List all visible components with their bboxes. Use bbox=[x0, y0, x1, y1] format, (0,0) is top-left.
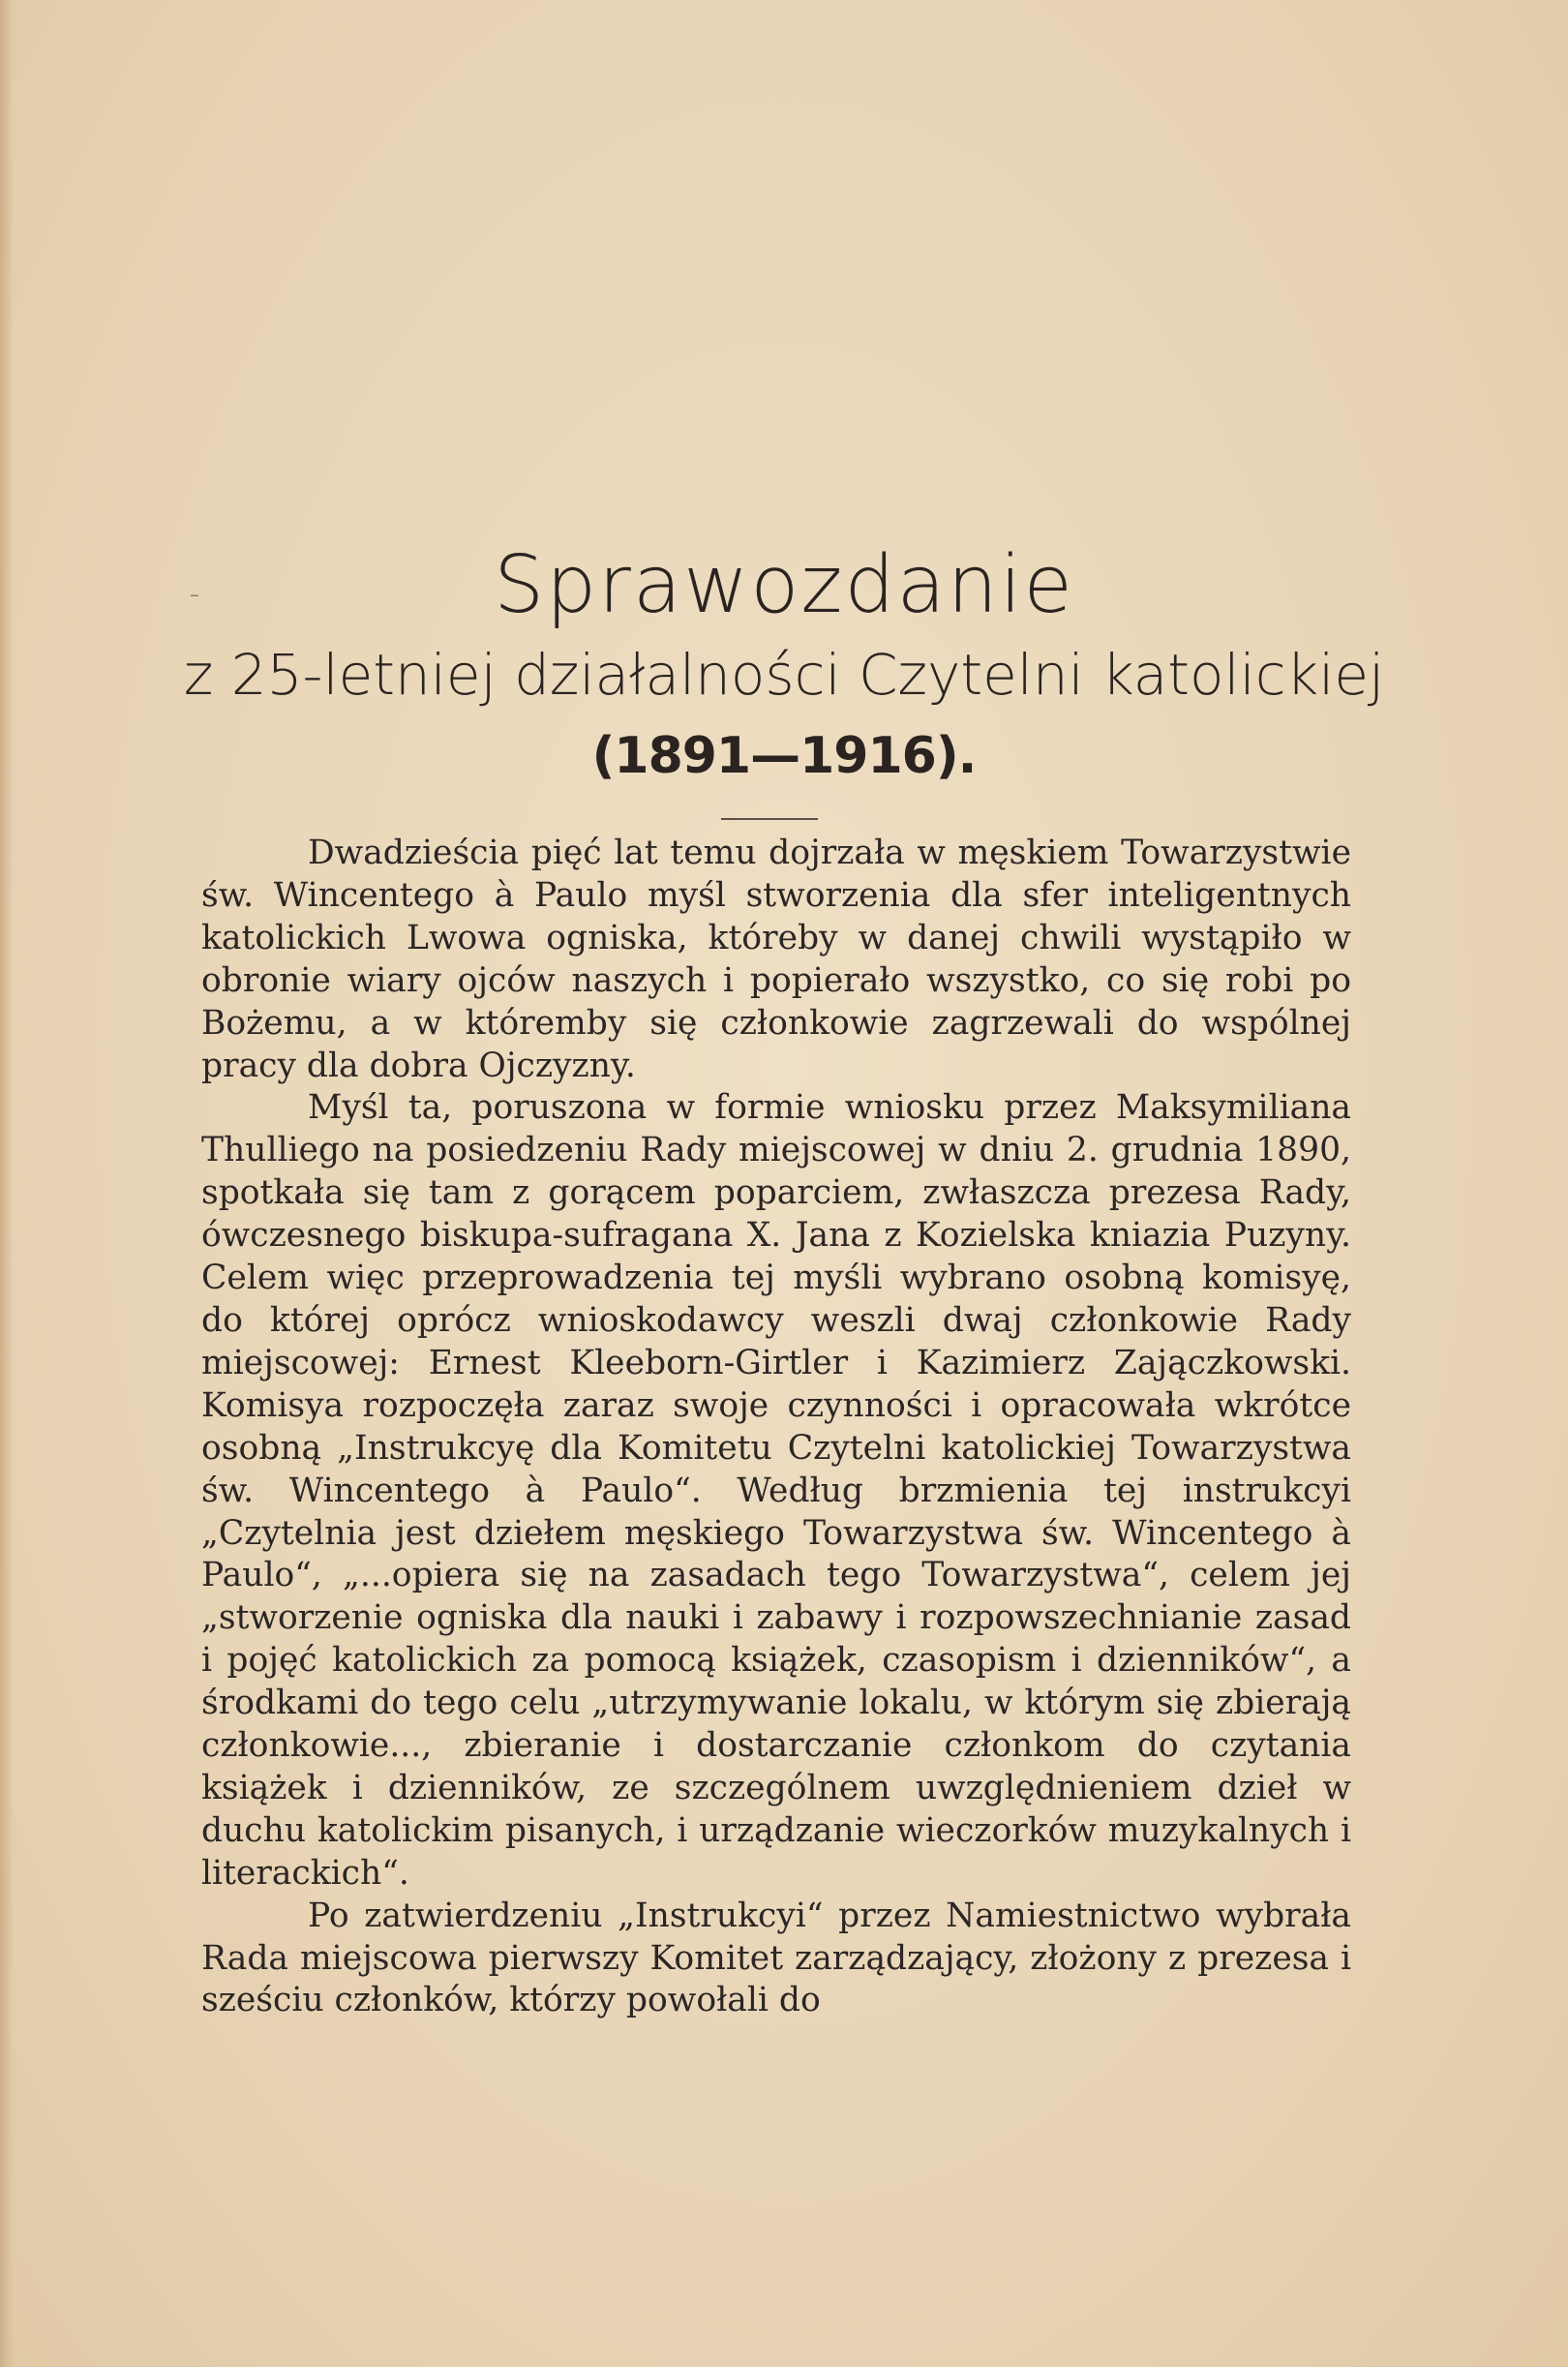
paragraph-3: Po zatwierdzeniu „Instrukcyi“ przez Namiestnictwo wybrała Rada miejscowa pierwszy Komitet zarządzający, złożony z prezesa i sześciu członków, którzy powołali do bbox=[201, 1896, 1351, 2020]
document-title: Sprawozdanie bbox=[494, 539, 1074, 631]
paragraph-2: Myśl ta, poruszona w formie wniosku przez Maksymiliana Thulliego na posiedzeniu Rady miejscowej w dniu 2. grudnia 1890, spotkała się tam z gorącem poparciem, zwłaszcza prezesa Rady, ówczesnego biskupa-sufragana X. Jana z Kozielska kniazia Puzyny. Celem więc przeprowadzenia tej myśli wybrano osobną komisyę, do której oprócz wnioskodawcy weszli dwaj członkowie Rady miejscowej: Ernest Kleeborn-Girtler i Kazimierz Zajączkowski. Komisya rozpoczęła zaraz swoje czynności i opracowała wkrótce osobną „Instrukcyę dla Komitetu Czytelni katolickiej Towarzystwa św. Wincentego à Paulo“. Według brzmienia tej instrukcyi „Czytelnia jest dziełem męskiego Towarzystwa św. Wincentego à Paulo“, „...opiera się na zasadach tego Towarzystwa“, celem jej „stworzenie ogniska dla nauki i zabawy i rozpowszechnianie zasad i pojęć katolickich za pomocą książek, czasopism i dzienników“, a środkami do tego celu „utrzymywanie lokalu, w którym się zbierają członkowie..., zbieranie i dostarczanie członkom do czytania książek i dzienników, ze szczególnem uwzględnieniem dzieł w duchu katolickim pisanych, i urządzanie wieczorków muzykalnych i literackich“. bbox=[201, 1088, 1351, 1893]
body-text bbox=[201, 833, 1351, 2022]
page-edge-shadow bbox=[0, 0, 14, 2367]
title-block bbox=[0, 537, 1568, 795]
document-subtitle: z 25-letniej działalności Czytelni katolickiej bbox=[183, 642, 1385, 708]
paragraph-1: Dwadzieścia pięć lat temu dojrzała w męskiem Towarzystwie św. Wincentego à Paulo myśl stworzenia dla sfer inteligentnych katolickich Lwowa ogniska, któreby w danej chwili wystąpiło w obronie wiary ojców naszych i popierało wszystko, co się robi po Bożemu, a w któremby się członkowie zagrzewali do wspólnej pracy dla dobra Ojczyzny. bbox=[201, 834, 1351, 1085]
stray-mark: – bbox=[190, 583, 199, 606]
document-dates: (1891—1916). bbox=[591, 727, 977, 785]
title-divider bbox=[721, 818, 818, 820]
